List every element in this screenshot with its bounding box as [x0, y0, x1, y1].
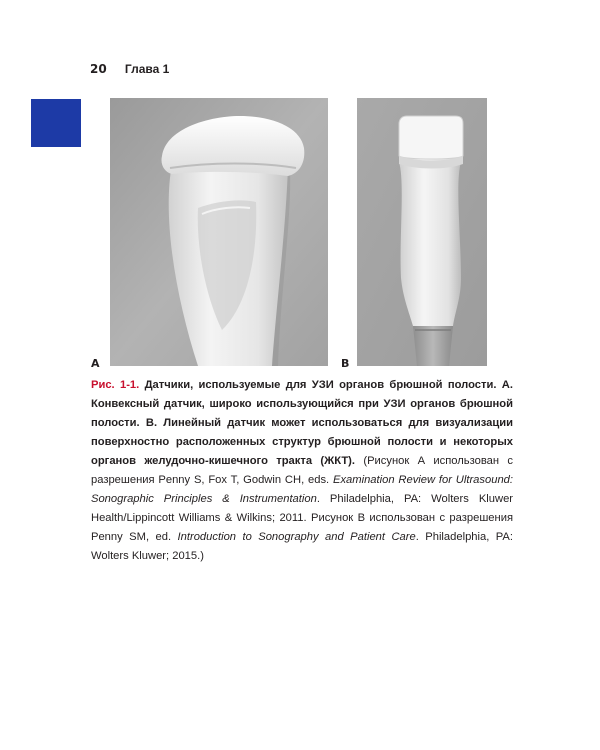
- photo-linear-probe: [357, 98, 487, 366]
- caption-bold-text: Датчики, используемые для УЗИ органов брюшной полости. А. Конвексный датчик, широко использующийся при УЗИ органов брюшной полости. В. Линейный датчик может использоваться для визуализации поверхностно расположенных структур брюшной полости и некоторых органов желудочно-кишечного тракта (ЖКТ).: [91, 379, 513, 467]
- chapter-title: Глава 1: [124, 62, 170, 76]
- photo-convex-probe: [110, 98, 328, 366]
- page-number: 20: [90, 62, 107, 76]
- caption-credit-1: (Рисунок А использован с разрешения Penny S, Fox T, Godwin CH, eds.: [91, 455, 513, 486]
- caption-credit-1-title: Examination Review for Ultrasound: Sonographic Principles & Instrumentation: [91, 474, 513, 505]
- caption-credit-1-post: . Philadelphia, PA: Wolters Kluwer Health/Lippincott Williams & Wilkins; 2011. Рисунок В использован с разрешения Penny SM, ed.: [91, 493, 514, 543]
- chapter-side-tab: [31, 99, 81, 147]
- figure-caption: [91, 376, 513, 566]
- linear-probe-image: [357, 98, 487, 366]
- panel-label-b: B: [341, 357, 350, 370]
- figure-number: Рис. 1-1.: [91, 379, 140, 391]
- caption-credit-2-post: . Philadelphia, PA: Wolters Kluwer; 2015.): [91, 531, 513, 562]
- panel-label-a: A: [91, 357, 100, 370]
- running-header: [90, 62, 169, 76]
- convex-probe-image: [110, 98, 328, 366]
- caption-credit-2-title: Introduction to Sonography and Patient Care: [177, 531, 416, 543]
